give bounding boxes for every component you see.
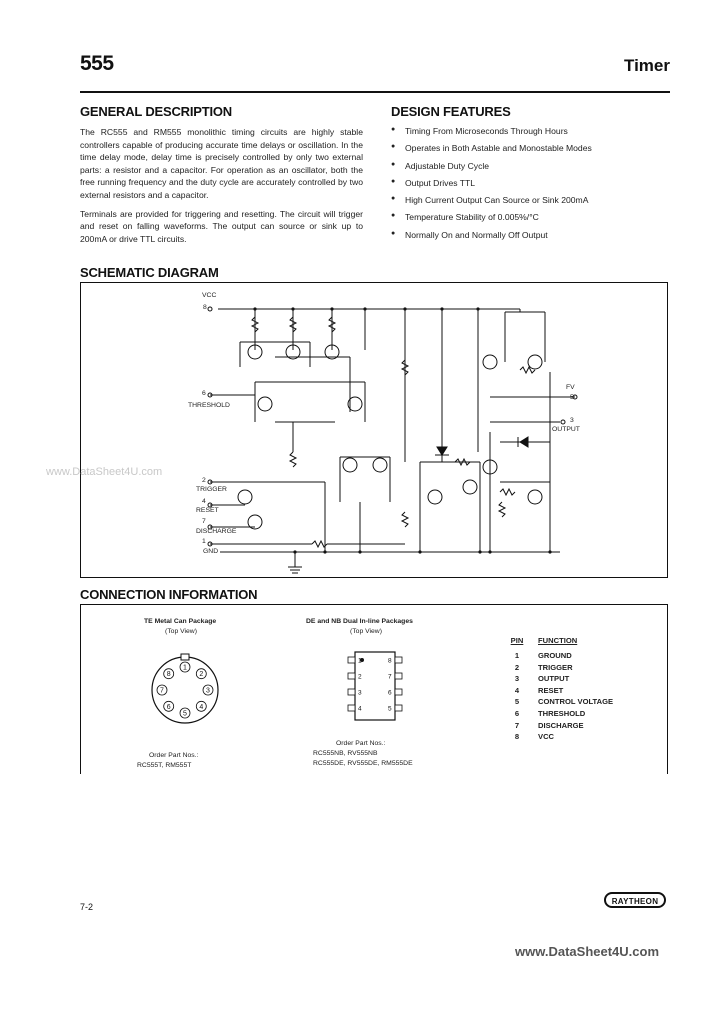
dip-pin [395, 657, 402, 663]
pin-function: CONTROL VOLTAGE [538, 697, 614, 707]
schematic-output-pin: 3 [570, 417, 574, 424]
dip-pin-label: 5 [388, 705, 392, 713]
can-package-title: TE Metal Can Package [144, 618, 217, 625]
dip-package-diagram [340, 648, 410, 724]
description-paragraph-2: Terminals are provided for triggering and resetting. The circuit will trigger and reset on falling waveforms. The output can source or sink up to 200mA or drive TTL circuits. [80, 208, 363, 244]
pin-table-row [496, 674, 613, 686]
schematic-fv-pin: 5 [570, 394, 574, 401]
dip-pin-label: 3 [358, 689, 362, 697]
pin-number: 7 [514, 720, 520, 730]
pin-number: 8 [514, 732, 520, 742]
dip-pin-label: 6 [388, 689, 392, 697]
can-pin-label: 2 [199, 671, 204, 679]
part-number: 555 [80, 52, 114, 75]
page-title: Timer [624, 56, 670, 75]
dip-order-parts-2: RC555DE, RV555DE, RM555DE [313, 760, 413, 767]
schematic-discharge-pin: 7 [202, 518, 206, 525]
feature-item: ● Normally On and Normally Off Output [391, 230, 671, 247]
pin-function: RESET [538, 685, 564, 695]
schematic-reset-label: RESET [196, 507, 219, 514]
dip-pin [395, 689, 402, 695]
pin-table-row [496, 686, 613, 698]
pin-table-row [496, 651, 613, 663]
pin-table-header [496, 636, 613, 651]
can-pin-label: 8 [166, 671, 171, 679]
schematic-threshold-label: THRESHOLD [188, 402, 230, 409]
pin-table-row [496, 697, 613, 709]
page-number: 7-2 [80, 902, 94, 912]
schematic-fv-label: FV [566, 384, 575, 391]
pin-table-row [496, 721, 613, 733]
function-column-header: FUNCTION [538, 636, 578, 645]
pin-function: DISCHARGE [538, 720, 584, 730]
dip-pin [348, 673, 355, 679]
feature-item: ● Operates in Both Astable and Monostable Modes [391, 143, 671, 160]
can-pin-label: 6 [166, 703, 171, 711]
can-pin-label: 1 [183, 664, 187, 672]
schematic-vcc-pin: 8 [203, 304, 207, 311]
pin-function-table [496, 636, 613, 744]
can-pin-label: 3 [206, 687, 210, 695]
can-pin-label: 5 [183, 710, 187, 718]
pin-number: 4 [514, 685, 520, 695]
schematic-trigger-label: TRIGGER [196, 486, 227, 493]
schematic-vcc-label: VCC [202, 292, 217, 299]
schematic-threshold-pin: 6 [202, 390, 206, 397]
pin-table-row [496, 732, 613, 744]
schematic-gnd-pin: 1 [202, 538, 206, 545]
dip-pin-label: 2 [358, 673, 362, 681]
dip-pin-label: 7 [388, 673, 392, 681]
dip-pin [348, 705, 355, 711]
design-features-heading: DESIGN FEATURES [391, 104, 511, 119]
feature-item: ● High Current Output Can Source or Sink 200mA [391, 195, 671, 212]
pin-number: 2 [514, 662, 520, 672]
watermark-right: www.DataSheet4U.com [515, 944, 660, 959]
pin-function: THRESHOLD [538, 708, 586, 718]
pin-table-row [496, 709, 613, 721]
general-description-heading: GENERAL DESCRIPTION [80, 104, 232, 119]
can-package-diagram [145, 648, 225, 728]
schematic-trigger-pin: 2 [202, 477, 206, 484]
feature-item: ● Output Drives TTL [391, 178, 671, 195]
schematic-reset-pin: 4 [202, 498, 206, 505]
schematic-discharge-label: DISCHARGE [196, 528, 237, 535]
design-features-list [391, 126, 671, 247]
dip-package-title: DE and NB Dual In-line Packages [306, 618, 413, 625]
pin-function: TRIGGER [538, 662, 573, 672]
can-package-subtitle: (Top View) [165, 628, 197, 635]
dip-pin [348, 689, 355, 695]
pin-number: 3 [514, 674, 520, 684]
header-rule [80, 91, 670, 93]
can-pin-label: 7 [160, 687, 164, 695]
dip-pin [348, 657, 355, 663]
dip-order-parts-1: RC555NB, RV555NB [313, 750, 378, 757]
general-description-body [80, 126, 363, 251]
watermark-left: www.DataSheet4U.com [46, 466, 163, 478]
can-pin-label: 4 [199, 703, 204, 711]
dip-pin [395, 705, 402, 711]
dip-pin [395, 673, 402, 679]
raytheon-logo: RAYTHEON [604, 892, 666, 908]
can-order-title: Order Part Nos.: [149, 752, 199, 759]
pin-number: 6 [514, 708, 520, 718]
pin-function: OUTPUT [538, 674, 570, 684]
description-paragraph-1: The RC555 and RM555 monolithic timing circuits are highly stable controllers capable of producing accurate time delays or oscillation. In the time delay mode, delay time is precisely controlled by only two external parts: a resistor and a capacitor. For operation as an oscillator, both the free running frequency and the duty cycle are accurately controlled by two external resistors and a capacitor. [80, 127, 363, 200]
dip-pin-label: 8 [388, 657, 392, 665]
feature-item: ● Temperature Stability of 0.005%/°C [391, 212, 671, 229]
dip-pin-label: 1 [358, 657, 362, 665]
dip-order-title: Order Part Nos.: [336, 740, 386, 747]
can-order-parts: RC555T, RM555T [137, 762, 192, 769]
pin-function: VCC [538, 732, 555, 742]
pin-table-row [496, 663, 613, 675]
feature-item: ● Adjustable Duty Cycle [391, 161, 671, 178]
schematic-gnd-label: GND [203, 548, 219, 555]
dip-package-subtitle: (Top View) [350, 628, 382, 635]
dip-pin-label: 4 [358, 705, 362, 713]
schematic-heading: SCHEMATIC DIAGRAM [80, 265, 219, 280]
pin-function: GROUND [538, 651, 572, 660]
pin-number: 5 [514, 697, 520, 707]
pin-number: 1 [514, 651, 520, 660]
feature-item: ● Timing From Microseconds Through Hours [391, 126, 671, 143]
connection-heading: CONNECTION INFORMATION [80, 587, 258, 602]
pin-column-header: PIN [510, 636, 524, 645]
schematic-output-label: OUTPUT [552, 426, 580, 433]
